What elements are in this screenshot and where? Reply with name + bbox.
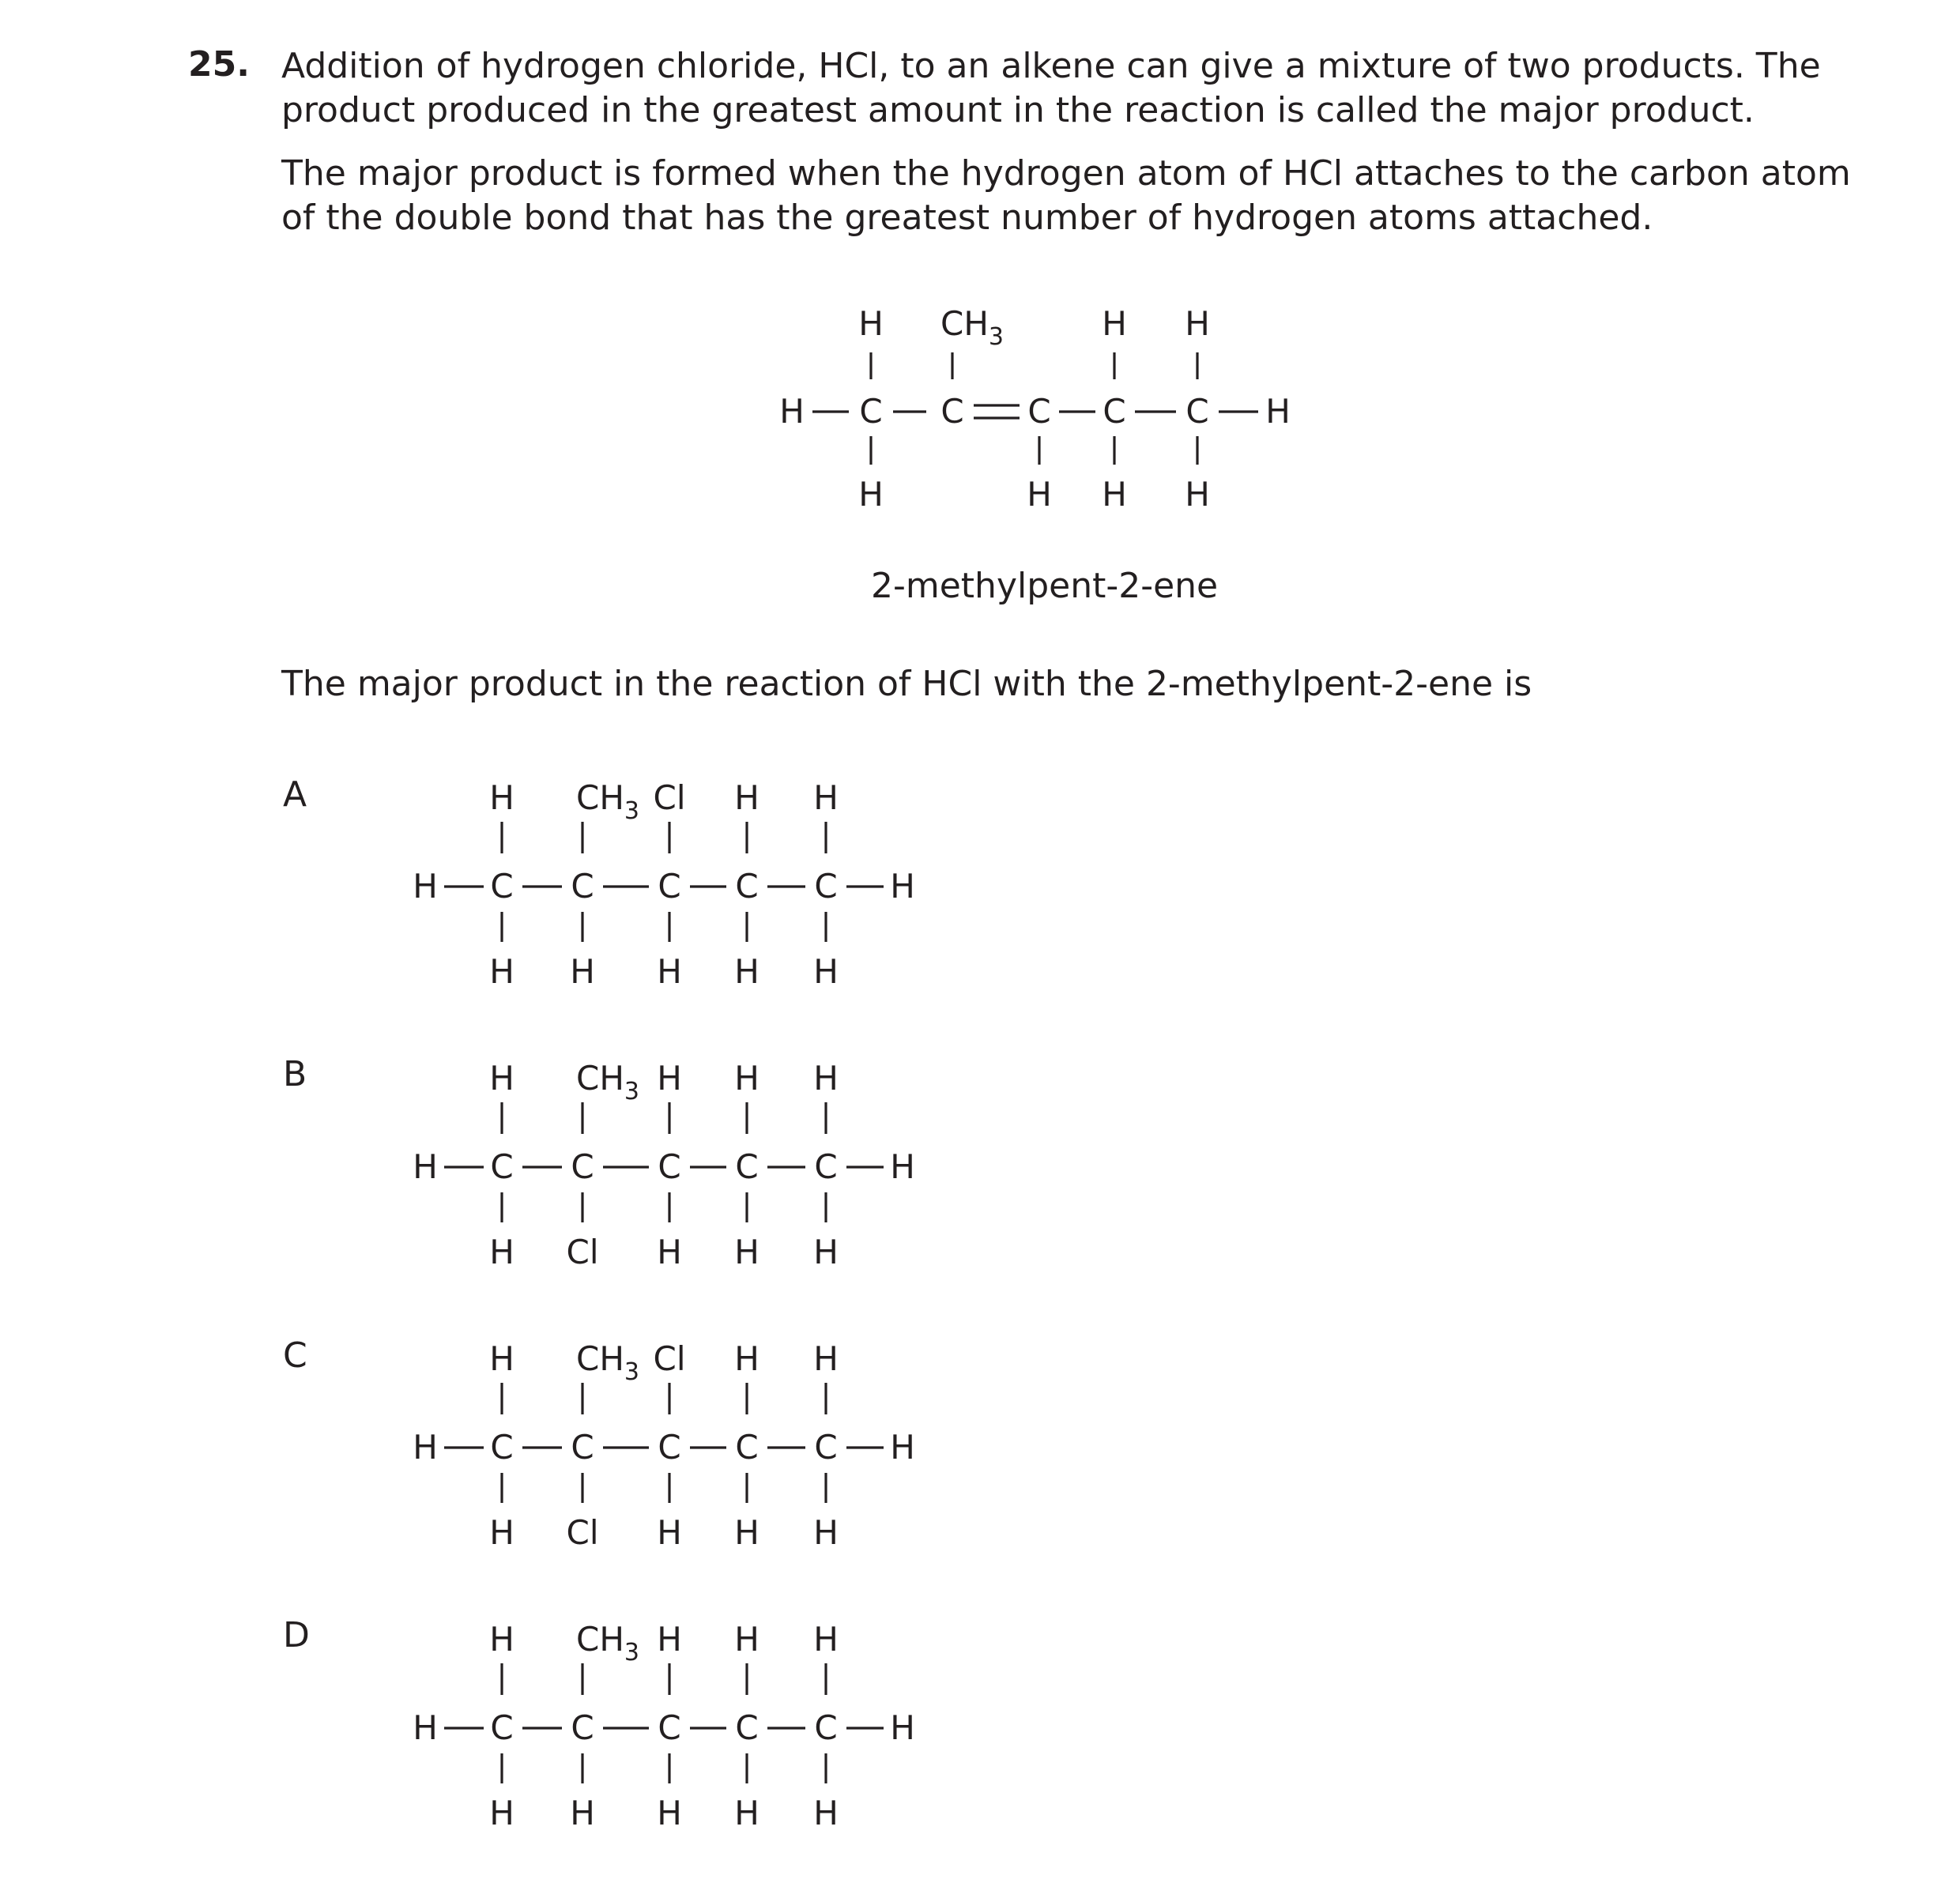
chain-carbon-5: C xyxy=(814,1147,838,1186)
reactant-carbon-5: C xyxy=(1185,392,1209,431)
bottom-substituent-5: H xyxy=(813,1233,839,1271)
top-substituent-5: H xyxy=(813,778,839,817)
chain-carbon-1: C xyxy=(490,1708,514,1747)
chain-carbon-2: C xyxy=(571,867,594,906)
bottom-substituent-5: H xyxy=(813,952,839,991)
bottom-substituent-3: H xyxy=(657,1794,682,1832)
chain-left-h: H xyxy=(413,1428,438,1467)
chain-right-h: H xyxy=(890,867,915,906)
top-substituent-1: H xyxy=(489,1339,514,1378)
reactant-bottom-1: H xyxy=(858,475,884,514)
top-substituent-5: H xyxy=(813,1620,839,1659)
top-substituent-5: H xyxy=(813,1339,839,1378)
reactant-carbon-4: C xyxy=(1102,392,1126,431)
bottom-substituent-1: H xyxy=(489,1233,514,1271)
bottom-substituent-1: H xyxy=(489,1513,514,1552)
top-substituent-3: H xyxy=(657,1059,682,1098)
bottom-substituent-4: H xyxy=(734,1233,760,1271)
top-substituent-3: Cl xyxy=(653,1339,686,1378)
top-methyl: $CH_3$ xyxy=(576,1339,640,1386)
bottom-substituent-3: H xyxy=(657,1513,682,1552)
bottom-substituent-4: H xyxy=(734,1513,760,1552)
option-c-structure[interactable] xyxy=(0,1304,1960,1557)
option-a-structure[interactable] xyxy=(0,743,1960,996)
chain-carbon-4: C xyxy=(735,1428,759,1467)
intro-line-1: Addition of hydrogen chloride, HCl, to an alkene can give a mixture of two products. The xyxy=(281,46,1821,86)
question-stem: The major product in the reaction of HCl with the 2-methylpent-2-ene is xyxy=(281,664,1532,704)
question-number: 25. xyxy=(188,44,250,85)
intro-line-2: product produced in the greatest amount in the reaction is called the major product. xyxy=(281,90,1755,130)
chain-carbon-1: C xyxy=(490,867,514,906)
top-substituent-4: H xyxy=(734,1339,760,1378)
top-methyl: $CH_3$ xyxy=(576,1059,640,1105)
bottom-substituent-1: H xyxy=(489,1794,514,1832)
top-substituent-5: H xyxy=(813,1059,839,1098)
reactant-carbon-1: C xyxy=(859,392,883,431)
reactant-structure xyxy=(0,0,1960,601)
chain-left-h: H xyxy=(413,1147,438,1186)
top-methyl: $CH_3$ xyxy=(576,1620,640,1666)
bottom-substituent-3: H xyxy=(657,952,682,991)
chain-carbon-2: C xyxy=(571,1147,594,1186)
reactant-top-4: H xyxy=(1102,304,1127,343)
rule-line-1: The major product is formed when the hydrogen atom of HCl attaches to the carbon atom xyxy=(281,153,1851,194)
reactant-left-h: H xyxy=(779,392,805,431)
chain-carbon-3: C xyxy=(658,1708,681,1747)
reactant-right-h: H xyxy=(1265,392,1291,431)
chain-carbon-5: C xyxy=(814,867,838,906)
top-substituent-1: H xyxy=(489,1059,514,1098)
chain-left-h: H xyxy=(413,1708,438,1747)
top-substituent-4: H xyxy=(734,778,760,817)
option-c-letter[interactable]: C xyxy=(283,1335,307,1376)
reactant-top-methyl: $CH_3$ xyxy=(940,304,1004,351)
bottom-substituent-4: H xyxy=(734,952,760,991)
bottom-substituent-5: H xyxy=(813,1513,839,1552)
chain-carbon-4: C xyxy=(735,1147,759,1186)
rule-line-2: of the double bond that has the greatest number of hydrogen atoms attached. xyxy=(281,198,1653,238)
chain-carbon-4: C xyxy=(735,1708,759,1747)
chain-carbon-3: C xyxy=(658,867,681,906)
chain-carbon-3: C xyxy=(658,1428,681,1467)
bottom-substituent-1: H xyxy=(489,952,514,991)
chain-right-h: H xyxy=(890,1428,915,1467)
reactant-bottom-3: H xyxy=(1027,475,1052,514)
top-substituent-3: Cl xyxy=(653,778,686,817)
bottom-substituent-2: H xyxy=(570,952,595,991)
option-d-structure[interactable] xyxy=(0,1584,1960,1837)
chain-right-h: H xyxy=(890,1708,915,1747)
top-methyl: $CH_3$ xyxy=(576,778,640,825)
option-b-structure[interactable] xyxy=(0,1023,1960,1276)
option-a-letter[interactable]: A xyxy=(283,774,307,815)
chain-right-h: H xyxy=(890,1147,915,1186)
chain-carbon-2: C xyxy=(571,1708,594,1747)
option-b-letter[interactable]: B xyxy=(283,1054,307,1094)
chain-carbon-1: C xyxy=(490,1147,514,1186)
top-substituent-3: H xyxy=(657,1620,682,1659)
bottom-substituent-3: H xyxy=(657,1233,682,1271)
chain-left-h: H xyxy=(413,867,438,906)
reactant-carbon-2: C xyxy=(940,392,964,431)
top-substituent-4: H xyxy=(734,1059,760,1098)
chain-carbon-3: C xyxy=(658,1147,681,1186)
top-substituent-4: H xyxy=(734,1620,760,1659)
reactant-bottom-5: H xyxy=(1185,475,1210,514)
reactant-carbon-3: C xyxy=(1027,392,1051,431)
bottom-substituent-4: H xyxy=(734,1794,760,1832)
reactant-top-5: H xyxy=(1185,304,1210,343)
chain-carbon-2: C xyxy=(571,1428,594,1467)
reactant-top-1: H xyxy=(858,304,884,343)
option-d-letter[interactable]: D xyxy=(283,1615,310,1655)
reactant-name: 2-methylpent-2-ene xyxy=(871,566,1219,606)
chain-carbon-5: C xyxy=(814,1428,838,1467)
reactant-bottom-4: H xyxy=(1102,475,1127,514)
bottom-substituent-2: Cl xyxy=(566,1233,599,1271)
top-substituent-1: H xyxy=(489,778,514,817)
chain-carbon-1: C xyxy=(490,1428,514,1467)
bottom-substituent-5: H xyxy=(813,1794,839,1832)
top-substituent-1: H xyxy=(489,1620,514,1659)
chain-carbon-5: C xyxy=(814,1708,838,1747)
chain-carbon-4: C xyxy=(735,867,759,906)
bottom-substituent-2: Cl xyxy=(566,1513,599,1552)
bottom-substituent-2: H xyxy=(570,1794,595,1832)
